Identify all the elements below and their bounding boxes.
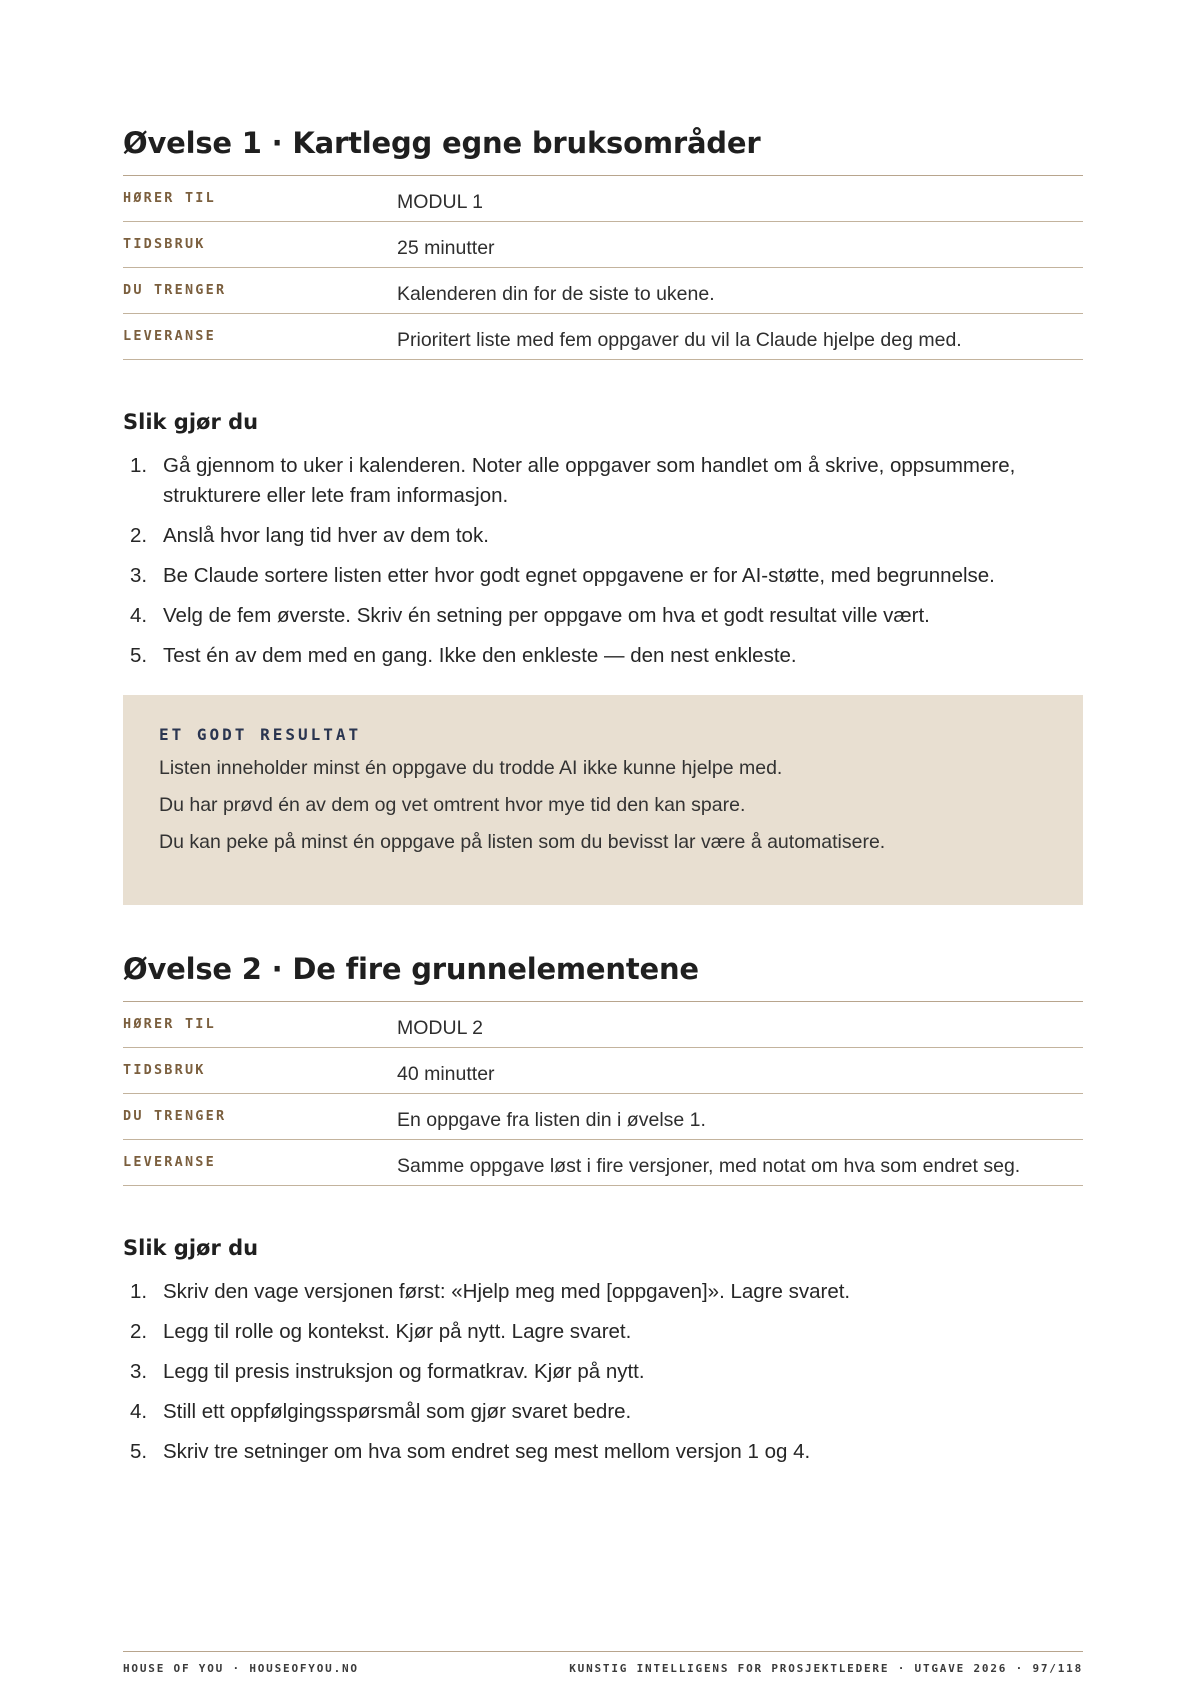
meta-row-time xyxy=(123,1048,1083,1094)
list-item xyxy=(123,561,1083,591)
meta-value: Samme oppgave løst i fire versjoner, med notat om hva som endret seg. xyxy=(397,1155,1021,1177)
step-text: Skriv den vage versjonen først: «Hjelp meg med [oppgaven]». Lagre svaret. xyxy=(163,1280,851,1303)
meta-row-deliverable xyxy=(123,314,1083,360)
meta-value: Prioritert liste med fem oppgaver du vil la Claude hjelpe deg med. xyxy=(397,329,962,351)
exercise-1-steps xyxy=(123,451,1083,681)
meta-key: LEVERANSE xyxy=(123,1154,216,1170)
meta-key: HØRER TIL xyxy=(123,190,216,206)
step-number: 4. xyxy=(130,604,148,627)
footer-rule xyxy=(123,1651,1083,1652)
good-result-line: Du har prøvd én av dem og vet omtrent hvor mye tid den kan spare. xyxy=(159,794,746,816)
step-number: 1. xyxy=(130,1280,148,1303)
meta-value: MODUL 1 xyxy=(397,191,483,213)
step-number: 4. xyxy=(130,1400,148,1423)
step-text: Still ett oppfølgingsspørsmål som gjør svaret bedre. xyxy=(163,1400,632,1423)
meta-key: DU TRENGER xyxy=(123,1108,227,1124)
step-text: Velg de fem øverste. Skriv én setning per oppgave om hva et godt resultat ville vært. xyxy=(163,604,930,627)
exercise-1-title: Øvelse 1 · Kartlegg egne bruksområder xyxy=(123,126,761,160)
good-result-line: Listen inneholder minst én oppgave du trodde AI ikke kunne hjelpe med. xyxy=(159,757,783,779)
list-item xyxy=(123,521,1083,551)
meta-row-needs xyxy=(123,1094,1083,1140)
meta-value: En oppgave fra listen din i øvelse 1. xyxy=(397,1109,706,1131)
meta-key: DU TRENGER xyxy=(123,282,227,298)
list-item xyxy=(123,1277,1083,1307)
step-text: Skriv tre setninger om hva som endret seg mest mellom versjon 1 og 4. xyxy=(163,1440,811,1463)
step-text: Anslå hvor lang tid hver av dem tok. xyxy=(163,524,489,547)
meta-key: LEVERANSE xyxy=(123,328,216,344)
list-item xyxy=(123,1357,1083,1387)
good-result-line: Du kan peke på minst én oppgave på listen som du bevisst lar være å automatisere. xyxy=(159,831,886,853)
step-text: Test én av dem med en gang. Ikke den enkleste — den nest enkleste. xyxy=(163,644,797,667)
meta-value: 25 minutter xyxy=(397,237,495,259)
exercise-2-steps-heading: Slik gjør du xyxy=(123,1236,259,1260)
exercise-1-steps-heading: Slik gjør du xyxy=(123,410,259,434)
meta-value: MODUL 2 xyxy=(397,1017,483,1039)
meta-row-belongs-to xyxy=(123,1002,1083,1048)
footer-page-info: KUNSTIG INTELLIGENS FOR PROSJEKTLEDERE · UTGAVE 2026 · 97/118 xyxy=(569,1662,1083,1675)
footer-publisher: HOUSE OF YOU · HOUSEOFYOU.NO xyxy=(123,1662,359,1675)
step-number: 3. xyxy=(130,1360,148,1383)
good-result-heading: ET GODT RESULTAT xyxy=(159,725,362,744)
step-number: 2. xyxy=(130,1320,148,1343)
meta-value: 40 minutter xyxy=(397,1063,495,1085)
step-number: 5. xyxy=(130,1440,148,1463)
list-item xyxy=(123,601,1083,631)
exercise-2-title: Øvelse 2 · De fire grunnelementene xyxy=(123,952,699,986)
list-item xyxy=(123,1397,1083,1427)
meta-row-time xyxy=(123,222,1083,268)
meta-row-deliverable xyxy=(123,1140,1083,1186)
step-text: Gå gjennom to uker i kalenderen. Noter alle oppgaver som handlet om å skrive, oppsummere, strukturere eller lete fram informasjon. xyxy=(163,454,1016,507)
step-text: Be Claude sortere listen etter hvor godt egnet oppgavene er for AI-støtte, med begrunnelse. xyxy=(163,564,995,587)
step-number: 1. xyxy=(130,454,148,477)
exercise-2-meta-table xyxy=(123,1002,1083,1186)
list-item xyxy=(123,641,1083,671)
meta-key: HØRER TIL xyxy=(123,1016,216,1032)
list-item xyxy=(123,1437,1083,1467)
step-number: 3. xyxy=(130,564,148,587)
list-item xyxy=(123,451,1083,511)
step-number: 2. xyxy=(130,524,148,547)
step-text: Legg til rolle og kontekst. Kjør på nytt. Lagre svaret. xyxy=(163,1320,632,1343)
meta-key: TIDSBRUK xyxy=(123,236,206,252)
good-result-box xyxy=(123,695,1083,905)
meta-value: Kalenderen din for de siste to ukene. xyxy=(397,283,715,305)
meta-row-belongs-to xyxy=(123,176,1083,222)
step-text: Legg til presis instruksjon og formatkrav. Kjør på nytt. xyxy=(163,1360,645,1383)
exercise-2-steps xyxy=(123,1277,1083,1477)
meta-row-needs xyxy=(123,268,1083,314)
exercise-1-meta-table xyxy=(123,176,1083,360)
meta-key: TIDSBRUK xyxy=(123,1062,206,1078)
step-number: 5. xyxy=(130,644,148,667)
list-item xyxy=(123,1317,1083,1347)
